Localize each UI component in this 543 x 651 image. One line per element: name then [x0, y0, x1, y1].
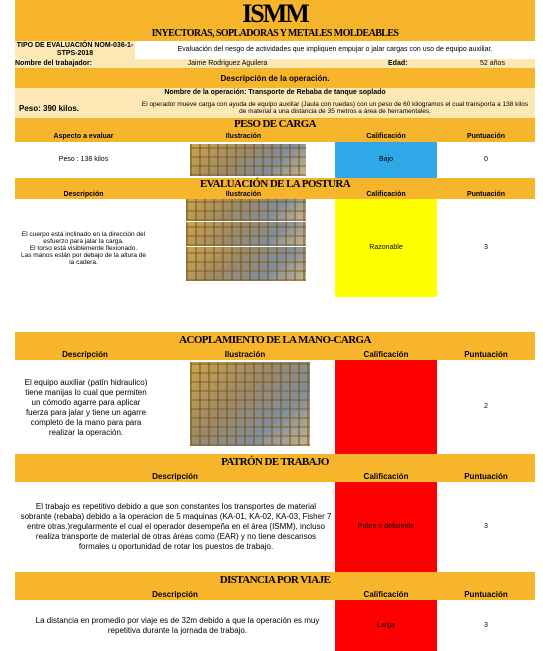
col-header-aspect: Aspecto a evaluar: [15, 131, 152, 142]
postura-rating-label: Razonable: [369, 244, 403, 251]
age-label: Edad:: [320, 59, 450, 68]
acoplamiento-rating: [335, 360, 437, 454]
col-header-illustration: Ilustración: [152, 191, 335, 199]
patron-rating-label: Pobre o deficiente: [357, 523, 415, 530]
col-header-score: Puntuación: [437, 191, 535, 199]
section-title-patron: PATRÓN DE TRABAJO: [15, 454, 535, 471]
cart-side-photo: [186, 247, 306, 281]
weight-description: El operador mueve carga con ayuda de equipo auxiliar (Jaula con ruedas) con un peso de 60 kilogramos el cual transporta a 138 kilos de material a una distancia de 35 metros a área de herramentales.: [135, 98, 535, 118]
col-header-score: Puntuación: [437, 131, 535, 142]
col-header-rating: Calificación: [335, 191, 437, 199]
patron-rating: [335, 482, 437, 572]
distancia-rating: [335, 600, 437, 651]
operation-description-header: Descripción de la operación.: [15, 68, 535, 88]
postura-description: El cuerpo está inclinado en la dirección del esfuerzo para jalar la carga. El torso está visiblemente flexionado. Las manos están por debajo de la altura de la cadera.: [20, 230, 147, 266]
section-title-peso: PESO DE CARGA: [15, 118, 535, 131]
col-header-rating: Calificación: [335, 471, 437, 482]
eval-type-label: TIPO DE EVALUACIÓN NOM-036-1-STPS-2018: [16, 42, 134, 57]
page-title: ISMM: [242, 0, 308, 28]
section-title-postura: EVALUACIÓN DE LA POSTURA: [15, 178, 535, 191]
col-header-rating: Calificación: [335, 589, 437, 600]
col-header-description: Descripción: [15, 191, 152, 199]
section-title-acoplamiento: ACOPLAMIENTO DE LA MANO-CARGA: [15, 332, 535, 349]
col-header-score: Puntuación: [437, 349, 535, 360]
weight-label: Peso: 390 kilos.: [15, 98, 135, 118]
cart-photo: [190, 144, 306, 176]
patron-description: El trabajo es repetitivo debido a que son constantes los transportes de material sobrante (rebaba) debido a la operacion de 5 maquinas (KA-01, KA-02, KA-03, Fisher 7 entre otras.)regularmente el cual el operador desempeña en el área (ISMM), incluso realiza transporte de material de otras áreas como (EAR) y no tiene descansos formales u oportunidad de rotar los puestos de trabajo.: [20, 502, 332, 551]
operation-name: Nombre de la operación: Transporte de Rebaba de tanque soplado: [15, 88, 535, 98]
col-header-score: Puntuación: [437, 589, 535, 600]
distancia-score: 3: [484, 621, 488, 629]
postura-rating: [335, 199, 437, 297]
patron-score: 3: [484, 523, 488, 530]
age-value: 52 años: [450, 59, 535, 68]
col-header-rating: Calificación: [335, 349, 437, 360]
col-header-description: Descripción: [15, 589, 335, 600]
postura-score: 3: [484, 244, 488, 251]
peso-score: 0: [484, 156, 488, 163]
peso-description: Peso : 138 kilos: [58, 156, 109, 163]
col-header-illustration: Ilustración: [155, 349, 335, 360]
worker-pulling-photo: [186, 222, 306, 246]
distancia-description: La distancia en promedio por viaje es de 32m debido a que la operación es muy repetitiva durante la jornada de trabajo.: [35, 615, 320, 635]
worker-pulling-photo: [186, 199, 306, 221]
eval-type-value: Evaluación del riesgo de actividades que impliquen empujar o jalar cargas con uso de equipo auxiliar.: [177, 46, 493, 53]
acoplamiento-description: El equipo auxiliar (patín hidraulico) tiene manijas lo cual que permiten un cómodo agarre para aplicar fuerza para jalar y tiene un agarre completo de la mano para para realizar la operación.: [24, 378, 148, 437]
col-header-description: Descripción: [15, 471, 335, 482]
col-header-illustration: Ilustración: [152, 131, 335, 142]
cart-handle-photo: [190, 362, 310, 446]
peso-rating-label: Bajo: [378, 156, 393, 163]
worker-name: Jaime Rodriguez Aguilera: [135, 59, 320, 68]
title-band: [15, 0, 535, 27]
worker-label: Nombre del trabajador:: [15, 59, 135, 68]
col-header-rating: Calificación: [335, 131, 437, 142]
section-title-distancia: DISTANCIA POR VIAJE: [15, 572, 535, 589]
distancia-rating-label: Larga: [377, 621, 395, 629]
company-name: INYECTORAS, SOPLADORAS Y METALES MOLDEABLES: [15, 27, 535, 41]
col-header-score: Puntuación: [437, 471, 535, 482]
acoplamiento-score: 2: [484, 403, 488, 410]
col-header-description: Descripción: [15, 349, 155, 360]
peso-rating: [335, 142, 437, 178]
